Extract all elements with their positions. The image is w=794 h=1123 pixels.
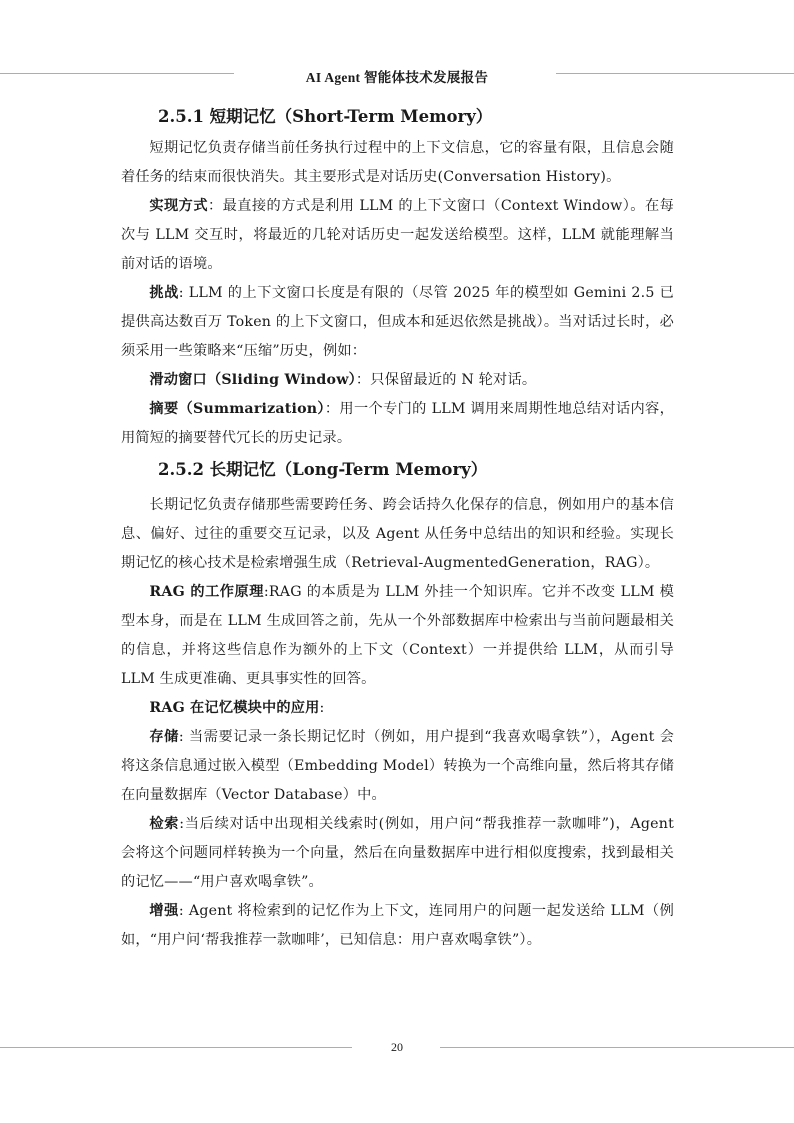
rag-application-text: : — [319, 700, 325, 716]
retrieval-label: 检索 — [149, 816, 180, 832]
paragraph-rag-principle — [121, 578, 674, 694]
challenge-label: 挑战 — [149, 285, 179, 301]
footer-rule-right — [440, 1047, 794, 1048]
paragraph-short-term-intro: 短期记忆负责存储当前任务执行过程中的上下文信息，它的容量有限，且信息会随着任务的结束而很快消失。其主要形式是对话历史(Conversation History)。 — [121, 140, 674, 185]
summarization-text: ：用一个专门的 LLM 调用来周期性地总结对话内容，用简短的摘要替代冗长的历史记录。 — [121, 401, 674, 446]
paragraph-storage — [121, 723, 674, 810]
section-heading-long-term: 2.5.2 长期记忆（Long-Term Memory） — [158, 460, 488, 479]
rag-principle-text: :RAG 的本质是为 LLM 外挂一个知识库。它并不改变 LLM 模型本身，而是在 LLM 生成回答之前，先从一个外部数据库中检索出与当前问题最相关的信息，并将这些信息作为额外的上下文（Context）一并提供给 LLM，从而引导 LLM 生成更准确、更具事实性的回答。 — [121, 584, 675, 687]
section-heading-short-term: 2.5.1 短期记忆（Short-Term Memory） — [158, 107, 493, 126]
page-number: 20 — [391, 1040, 403, 1054]
paragraph-long-term-intro: 长期记忆负责存储那些需要跨任务、跨会话持久化保存的信息，例如用户的基本信息、偏好、过往的重要交互记录，以及 Agent 从任务中总结出的知识和经验。实现长期记忆的核心技术是检索增强生成（Retrieval-AugmentedGeneration，RAG）。 — [121, 497, 674, 571]
rag-principle-label: RAG 的工作原理 — [149, 584, 264, 600]
paragraph-summarization — [121, 395, 674, 453]
running-header-title: AI Agent 智能体技术发展报告 — [305, 70, 489, 85]
storage-label: 存储 — [149, 729, 179, 745]
summarization-label: 摘要（Summarization） — [149, 401, 325, 417]
paragraph-challenge — [121, 279, 674, 366]
retrieval-text: :当后续对话中出现相关线索时(例如，用户问“帮我推荐一款咖啡”)，Agent 会将这个问题同样转换为一个向量，然后在向量数据库中进行相似度搜索，找到最相关的记忆——“用户喜欢喝拿铁”。 — [121, 816, 674, 890]
sliding-window-label: 滑动窗口（Sliding Window） — [149, 372, 356, 388]
augmentation-label: 增强 — [149, 903, 179, 919]
challenge-text: : LLM 的上下文窗口长度是有限的（尽管 2025 年的模型如 Gemini 2.5 已提供高达数百万 Token 的上下文窗口，但成本和延迟依然是挑战）。当对话过长时，必须采用一些策略来“压缩”历史，例如： — [121, 285, 674, 359]
rag-application-label: RAG 在记忆模块中的应用 — [149, 700, 320, 716]
implementation-text: ：最直接的方式是利用 LLM 的上下文窗口（Context Window）。在每次与 LLM 交互时，将最近的几轮对话历史一起发送给模型。这样，LLM 就能理解当前对话的语境。 — [121, 198, 674, 272]
storage-text: : 当需要记录一条长期记忆时（例如，用户提到“我喜欢喝拿铁”），Agent 会将这条信息通过嵌入模型（Embedding Model）转换为一个高维向量，然后将其存储在向量数据库（Vector Database）中。 — [121, 729, 674, 803]
implementation-label: 实现方式 — [149, 198, 208, 214]
paragraph-retrieval — [121, 810, 674, 897]
page-body — [121, 100, 674, 955]
paragraph-augmentation — [121, 897, 674, 955]
paragraph-sliding-window — [121, 366, 674, 395]
paragraph-implementation — [121, 192, 674, 279]
augmentation-text: : Agent 将检索到的记忆作为上下文，连同用户的问题一起发送给 LLM（例如，“用户问‘帮我推荐一款咖啡’，已知信息：用户喜欢喝拿铁”）。 — [121, 903, 674, 948]
sliding-window-text: ：只保留最近的 N 轮对话。 — [355, 372, 537, 388]
paragraph-rag-application — [121, 694, 674, 723]
header-rule-right — [556, 73, 794, 74]
